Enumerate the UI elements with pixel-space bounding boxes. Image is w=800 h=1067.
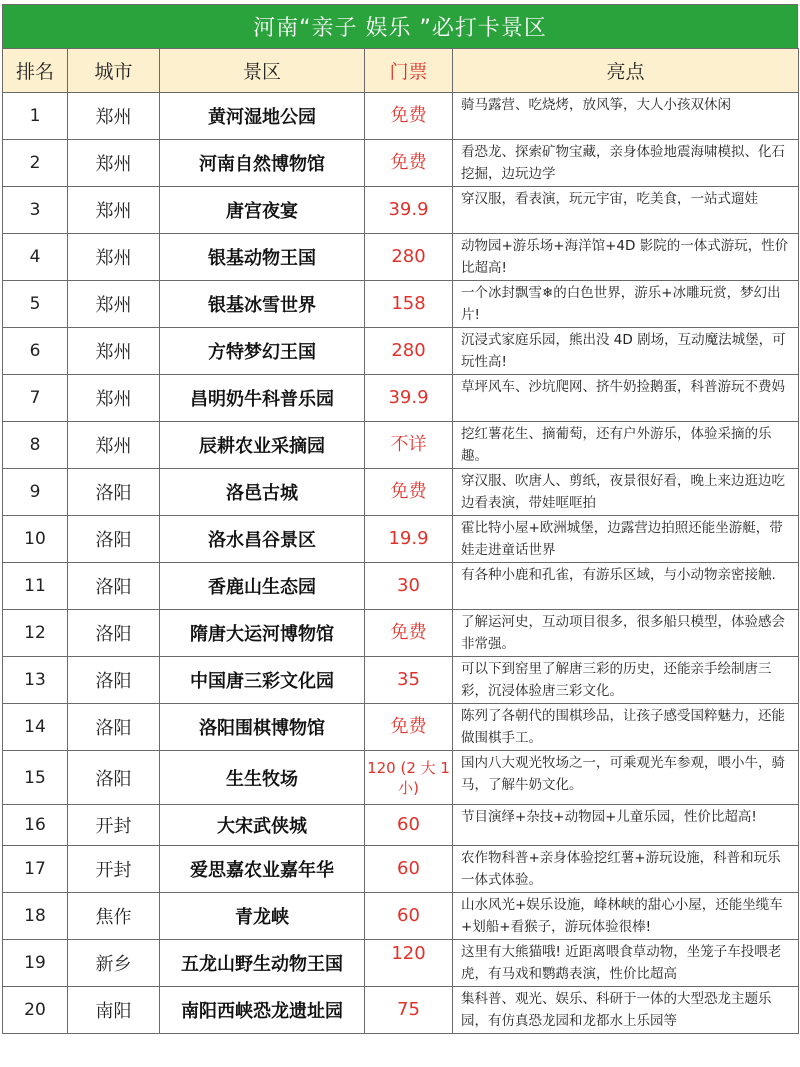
- attractions-table: [2, 48, 799, 1034]
- rank-cell: 17: [3, 846, 68, 893]
- highlights-cell: 动物园+游乐场+海洋馆+4D 影院的一体式游玩，性价比超高!: [453, 234, 799, 281]
- city-cell: 郑州: [68, 234, 160, 281]
- table-row: [3, 328, 799, 375]
- table-row: [3, 846, 799, 893]
- city-cell: 郑州: [68, 422, 160, 469]
- scenic-name-cell: 银基冰雪世界: [160, 281, 365, 328]
- city-cell: 郑州: [68, 375, 160, 422]
- highlights-cell: 陈列了各朝代的围棋珍品，让孩子感受国粹魅力，还能做围棋手工。: [453, 704, 799, 751]
- highlights-cell: 可以下到窑里了解唐三彩的历史，还能亲手绘制唐三彩，沉浸体验唐三彩文化。: [453, 657, 799, 704]
- ticket-price-cell: 60: [365, 805, 453, 846]
- city-cell: 洛阳: [68, 751, 160, 805]
- table-row: [3, 187, 799, 234]
- city-cell: 洛阳: [68, 563, 160, 610]
- ticket-price-cell: 免费: [365, 93, 453, 140]
- highlights-cell: 一个冰封飘雪❄的白色世界，游乐+冰雕玩赏，梦幻出片!: [453, 281, 799, 328]
- highlights-cell: 集科普、观光、娱乐、科研于一体的大型恐龙主题乐园，有仿真恐龙园和龙都水上乐园等: [453, 987, 799, 1034]
- highlights-cell: 穿汉服，看表演，玩元宇宙，吃美食，一站式遛娃: [453, 187, 799, 234]
- table-row: [3, 516, 799, 563]
- table-row: [3, 657, 799, 704]
- ticket-price-cell: 不详: [365, 422, 453, 469]
- header-rank: 排名: [3, 49, 68, 93]
- header-highlights: 亮点: [453, 49, 799, 93]
- city-cell: 郑州: [68, 281, 160, 328]
- scenic-name-cell: 方特梦幻王国: [160, 328, 365, 375]
- table-row: [3, 375, 799, 422]
- table-row: [3, 140, 799, 187]
- highlights-cell: 农作物科普+亲身体验挖红薯+游玩设施，科普和玩乐一体式体验。: [453, 846, 799, 893]
- highlights-cell: 草坪风车、沙坑爬网、挤牛奶捡鹅蛋，科普游玩不费妈: [453, 375, 799, 422]
- city-cell: 郑州: [68, 93, 160, 140]
- city-cell: 洛阳: [68, 657, 160, 704]
- rank-cell: 7: [3, 375, 68, 422]
- city-cell: 郑州: [68, 328, 160, 375]
- highlights-cell: 节目演绎+杂技+动物园+儿童乐园，性价比超高!: [453, 805, 799, 846]
- ticket-price-cell: 35: [365, 657, 453, 704]
- ticket-price-cell: 60: [365, 846, 453, 893]
- scenic-name-cell: 南阳西峡恐龙遗址园: [160, 987, 365, 1034]
- scenic-name-cell: 爱思嘉农业嘉年华: [160, 846, 365, 893]
- table-row: [3, 940, 799, 987]
- city-cell: 新乡: [68, 940, 160, 987]
- table-row: [3, 234, 799, 281]
- highlights-cell: 了解运河史，互动项目很多，很多船只模型，体验感会非常强。: [453, 610, 799, 657]
- highlights-cell: 挖红薯花生、摘葡萄，还有户外游乐，体验采摘的乐趣。: [453, 422, 799, 469]
- rank-cell: 8: [3, 422, 68, 469]
- highlights-cell: 国内八大观光牧场之一，可乘观光车参观，喂小牛，骑马，了解牛奶文化。: [453, 751, 799, 805]
- scenic-name-cell: 银基动物王国: [160, 234, 365, 281]
- rank-cell: 5: [3, 281, 68, 328]
- city-cell: 郑州: [68, 140, 160, 187]
- highlights-cell: 山水风光+娱乐设施，峰林峡的甜心小屋，还能坐缆车+划船+看猴子，游玩体验很棒!: [453, 893, 799, 940]
- rank-cell: 6: [3, 328, 68, 375]
- ticket-price-cell: 免费: [365, 610, 453, 657]
- rank-cell: 14: [3, 704, 68, 751]
- header-ticket: 门票: [365, 49, 453, 93]
- ticket-price-cell: 60: [365, 893, 453, 940]
- rank-cell: 3: [3, 187, 68, 234]
- ticket-price-cell: 120: [365, 940, 453, 987]
- rank-cell: 2: [3, 140, 68, 187]
- ranking-sheet: [2, 4, 798, 1034]
- rank-cell: 13: [3, 657, 68, 704]
- ticket-price-cell: 免费: [365, 140, 453, 187]
- highlights-cell: 骑马露营、吃烧烤，放风筝，大人小孩双休闲: [453, 93, 799, 140]
- ticket-price-cell: 280: [365, 234, 453, 281]
- highlights-cell: 这里有大熊猫哦! 近距离喂食草动物，坐笼子车投喂老虎，有马戏和鹦鹉表演，性价比超高: [453, 940, 799, 987]
- table-row: [3, 751, 799, 805]
- ticket-price-cell: 158: [365, 281, 453, 328]
- scenic-name-cell: 河南自然博物馆: [160, 140, 365, 187]
- rank-cell: 4: [3, 234, 68, 281]
- table-row: [3, 805, 799, 846]
- ticket-price-cell: 120 (2 大 1 小): [365, 751, 453, 805]
- scenic-name-cell: 五龙山野生动物王国: [160, 940, 365, 987]
- highlights-cell: 穿汉服、吹唐人、剪纸，夜景很好看，晚上来边逛边吃边看表演，带娃哐哐拍: [453, 469, 799, 516]
- city-cell: 开封: [68, 846, 160, 893]
- table-row: [3, 93, 799, 140]
- ticket-price-cell: 280: [365, 328, 453, 375]
- scenic-name-cell: 黄河湿地公园: [160, 93, 365, 140]
- table-row: [3, 281, 799, 328]
- scenic-name-cell: 大宋武侠城: [160, 805, 365, 846]
- table-body: [3, 93, 799, 1034]
- scenic-name-cell: 生生牧场: [160, 751, 365, 805]
- scenic-name-cell: 青龙峡: [160, 893, 365, 940]
- ticket-price-cell: 免费: [365, 469, 453, 516]
- table-row: [3, 704, 799, 751]
- rank-cell: 19: [3, 940, 68, 987]
- rank-cell: 15: [3, 751, 68, 805]
- table-row: [3, 893, 799, 940]
- table-row: [3, 422, 799, 469]
- table-row: [3, 610, 799, 657]
- ticket-price-cell: 39.9: [365, 375, 453, 422]
- ticket-price-cell: 19.9: [365, 516, 453, 563]
- table-header-row: [3, 49, 799, 93]
- header-city: 城市: [68, 49, 160, 93]
- city-cell: 洛阳: [68, 704, 160, 751]
- city-cell: 开封: [68, 805, 160, 846]
- rank-cell: 11: [3, 563, 68, 610]
- table-row: [3, 563, 799, 610]
- rank-cell: 20: [3, 987, 68, 1034]
- ticket-price-cell: 30: [365, 563, 453, 610]
- scenic-name-cell: 香鹿山生态园: [160, 563, 365, 610]
- rank-cell: 16: [3, 805, 68, 846]
- rank-cell: 1: [3, 93, 68, 140]
- highlights-cell: 霍比特小屋+欧洲城堡，边露营边拍照还能坐游艇，带娃走进童话世界: [453, 516, 799, 563]
- city-cell: 洛阳: [68, 469, 160, 516]
- city-cell: 南阳: [68, 987, 160, 1034]
- city-cell: 郑州: [68, 187, 160, 234]
- city-cell: 洛阳: [68, 610, 160, 657]
- scenic-name-cell: 中国唐三彩文化园: [160, 657, 365, 704]
- ticket-price-cell: 39.9: [365, 187, 453, 234]
- rank-cell: 9: [3, 469, 68, 516]
- ticket-price-cell: 免费: [365, 704, 453, 751]
- city-cell: 洛阳: [68, 516, 160, 563]
- scenic-name-cell: 昌明奶牛科普乐园: [160, 375, 365, 422]
- page-title: 河南“亲子 娱乐 ”必打卡景区: [2, 4, 798, 48]
- highlights-cell: 沉浸式家庭乐园，熊出没 4D 剧场，互动魔法城堡，可玩性高!: [453, 328, 799, 375]
- city-cell: 焦作: [68, 893, 160, 940]
- scenic-name-cell: 洛水昌谷景区: [160, 516, 365, 563]
- rank-cell: 12: [3, 610, 68, 657]
- scenic-name-cell: 洛邑古城: [160, 469, 365, 516]
- scenic-name-cell: 辰耕农业采摘园: [160, 422, 365, 469]
- scenic-name-cell: 洛阳围棋博物馆: [160, 704, 365, 751]
- scenic-name-cell: 唐宫夜宴: [160, 187, 365, 234]
- scenic-name-cell: 隋唐大运河博物馆: [160, 610, 365, 657]
- header-scenic: 景区: [160, 49, 365, 93]
- rank-cell: 18: [3, 893, 68, 940]
- highlights-cell: 有各种小鹿和孔雀，有游乐区域，与小动物亲密接触.: [453, 563, 799, 610]
- highlights-cell: 看恐龙、探索矿物宝藏，亲身体验地震海啸模拟、化石挖掘，边玩边学: [453, 140, 799, 187]
- ticket-price-cell: 75: [365, 987, 453, 1034]
- table-row: [3, 987, 799, 1034]
- table-row: [3, 469, 799, 516]
- rank-cell: 10: [3, 516, 68, 563]
